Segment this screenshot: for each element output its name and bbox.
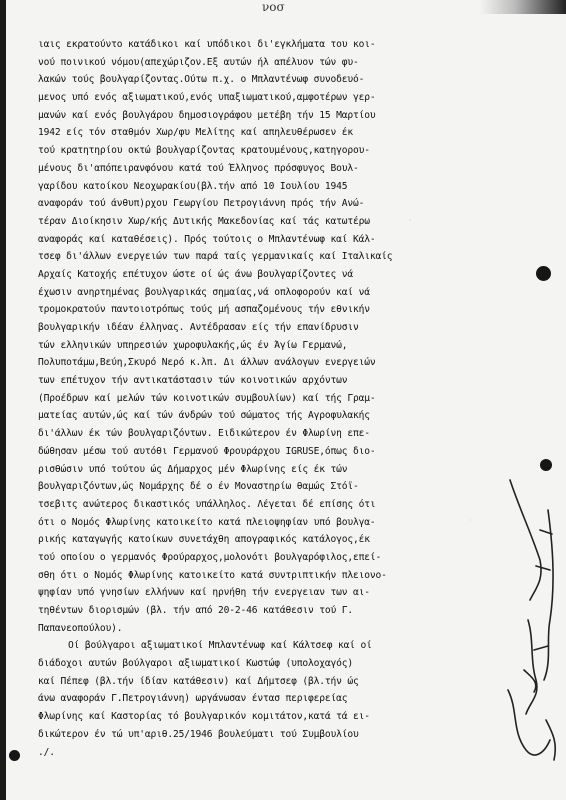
text-line: άνω αναφοράν Γ.Πετρογιάννη) ωργάνωσαν έντασ περιφερείας — [38, 693, 348, 705]
text-line: ./. — [38, 746, 55, 758]
text-line: 1942 είς τόν σταθμόν Χωρ/φυ Μελίτης καί απηλευθέρωσεν έκ — [38, 127, 354, 139]
text-line: τέραν Διοίκησιν Χωρ/κής Δυτικής Μακεδονίας καί τάς κατωτέρω — [38, 215, 370, 227]
text-line: σθη ότι ο Νομός Φλωρίνης κατοικείτο κατά συντριπτικήν πλειονο- — [38, 569, 387, 581]
text-line: τού κρατητηρίου οκτώ βουλγαρίζοντας κρατουμένους,κατηγορου- — [38, 145, 370, 157]
text-line: ότι ο Νομός Φλωρίνης κατοικείτο κατά πλειοψηφίαν υπό βουλγα- — [38, 516, 376, 528]
text-line: δώθησαν μέσω τού αυτόθι Γερμανού Φρουράρχου IGRUSE,όπως διο- — [38, 445, 376, 457]
text-line: γαρίδου κατοίκου Νεοχωρακίου(βλ.τήν από 10 Ιουλίου 1945 — [38, 180, 348, 192]
text-line: των επέτυχον τήν αντικατάστασιν τών κοινοτικών αρχόντων — [38, 375, 348, 387]
text-line: Φλωρίνης καί Καστορίας τό βουλγαρικόν κομιτάτον,κατά τά ει- — [38, 711, 370, 723]
text-line: δικώτερον έν τώ υπ'αριθ.25/1946 βουλεύματι τού Συμβουλίου — [38, 728, 359, 740]
text-line: τών ελληνικών υπηρεσιών χωροφυλακής,ώς έν Άγίω Γερμανώ, — [38, 339, 348, 351]
document-body — [38, 36, 478, 761]
text-line: καί Πέπεφ (βλ.τήν ίδίαν κατάθεσιν) καί Δήμτσεφ (βλ.τήν ώς — [38, 675, 359, 687]
text-line: τηθέντων διορισμών (βλ. τήν από 20-2-46 κατάθεσιν τού Γ. — [38, 605, 354, 616]
text-line: βουλγαρικήν ιδέαν έλληνας. Αντέδρασαν είς τήν επανίδρυσιν — [38, 322, 359, 333]
text-line: ρισθώσιν υπό τούτου ώς Δήμαρχος μέν Φλωρίνης είς έκ τών — [38, 463, 348, 475]
text-line: αναφοράς καί καταθέσεις). Πρός τούτοις ο Μπλαντένωφ καί Κάλ- — [38, 233, 376, 245]
text-line: τού οποίου ο γερμανός Φρούραρχος,μολονότι βουλγαρόφιλος,επεί- — [38, 551, 382, 563]
text-line: τρομοκρατούν παντοιοτρόπως τούς μή ασπαζομένους τήν εθνικήν — [38, 304, 370, 316]
text-line: λακών τούς βουλγαρίζοντας.Ούτω π.χ. ο Μπλαντένωφ συνοδευό- — [38, 74, 365, 86]
text-line: ματείας αυτών,ώς καί τών άνδρών τού σώματος τής Αγροφυλακής — [38, 410, 370, 422]
text-line: τσεβιτς ανώτερος δικαστικός υπάλληλος. Λέγεται δέ επίσης ότι — [38, 498, 376, 510]
text-line: δι'άλλων έκ τών βουλγαριζόντων. Ειδικώτερον έν Φλωρίνη επε- — [38, 428, 370, 440]
scan-left-edge — [0, 0, 6, 800]
page-number-mark: νοσ — [262, 0, 285, 14]
text-line: νού ποινικού νόμου(απεχώριζον.Εξ αυτών ήλ απέλυον τών φυ- — [38, 56, 359, 68]
text-line: Οί βούλγαροι αξιωματικοί Μπλαντένωφ καί Κάλτσεφ καί οί — [68, 640, 372, 652]
text-line: τσεφ δι'άλλων ενεργειών των παρά ταίς γερμανικαίς καί Ιταλικαίς — [38, 251, 393, 263]
text-line: βουλγαριζόντων,ώς Νομάρχης δέ ο έν Μοναστηρίω θαμώς Στόϊ- — [38, 481, 359, 493]
punch-hole — [536, 266, 551, 281]
text-line: (Προέδρων καί μελών τών κοινοτικών συμβουλίων) καί τής Γραμ- — [38, 392, 376, 404]
text-line: μανών καί ενός βουλγάρου δημοσιογράφου μετέβη τήν 15 Μαρτίου — [38, 109, 376, 121]
text-line: ιαις εκρατούντο κατάδικοι καί υπόδικοι δι'εγκλήματα του κοι- — [38, 39, 376, 50]
text-line: διάδοχοι αυτών βούλγαροι αξιωματικοί Κωστώφ (υπολοχαγός) — [38, 658, 354, 670]
text-line: ρικής καταγωγής κατοίκων συνετάχθη απογραφικός κατάλογος,έκ — [38, 534, 370, 546]
text-line: Αρχαίς Κατοχής επέτυχον ώστε οί ώς άνω βουλγαρίζοντες νά — [38, 268, 354, 280]
scan-top-edge — [480, 0, 566, 14]
text-line: μενος υπό ενός αξιωματικού,ενός υπαξιωματικού,αμφοτέρων γερ- — [38, 92, 376, 104]
text-line: έχωσιν ανηρτημένας βουλγαρικάς σημαίας,νά οπλοφορούν καί νά — [38, 286, 370, 298]
text-line: ψηφίαν υπό γνησίων ελλήνων καί ηρνήθη τήν ενεργειαν των αι- — [38, 587, 370, 599]
text-line: Πολυποτάμω,Βεύη,Σκυρό Νερό κ.λπ. Δι άλλων ανάλογων ενεργειών — [38, 357, 376, 369]
text-line: μένους δι'απόπειρανφόνου κατά τού Έλληνος πρόσφυγος Βουλ- — [38, 162, 359, 174]
handwritten-signature-image — [500, 470, 566, 770]
text-line: Παπανεοπούλου). — [38, 622, 123, 634]
punch-hole — [9, 750, 20, 761]
text-line: αναφοράν τού άνθυπ)ρχου Γεωργίου Πετρογιάννη πρός τήν Ανώ- — [38, 198, 365, 210]
